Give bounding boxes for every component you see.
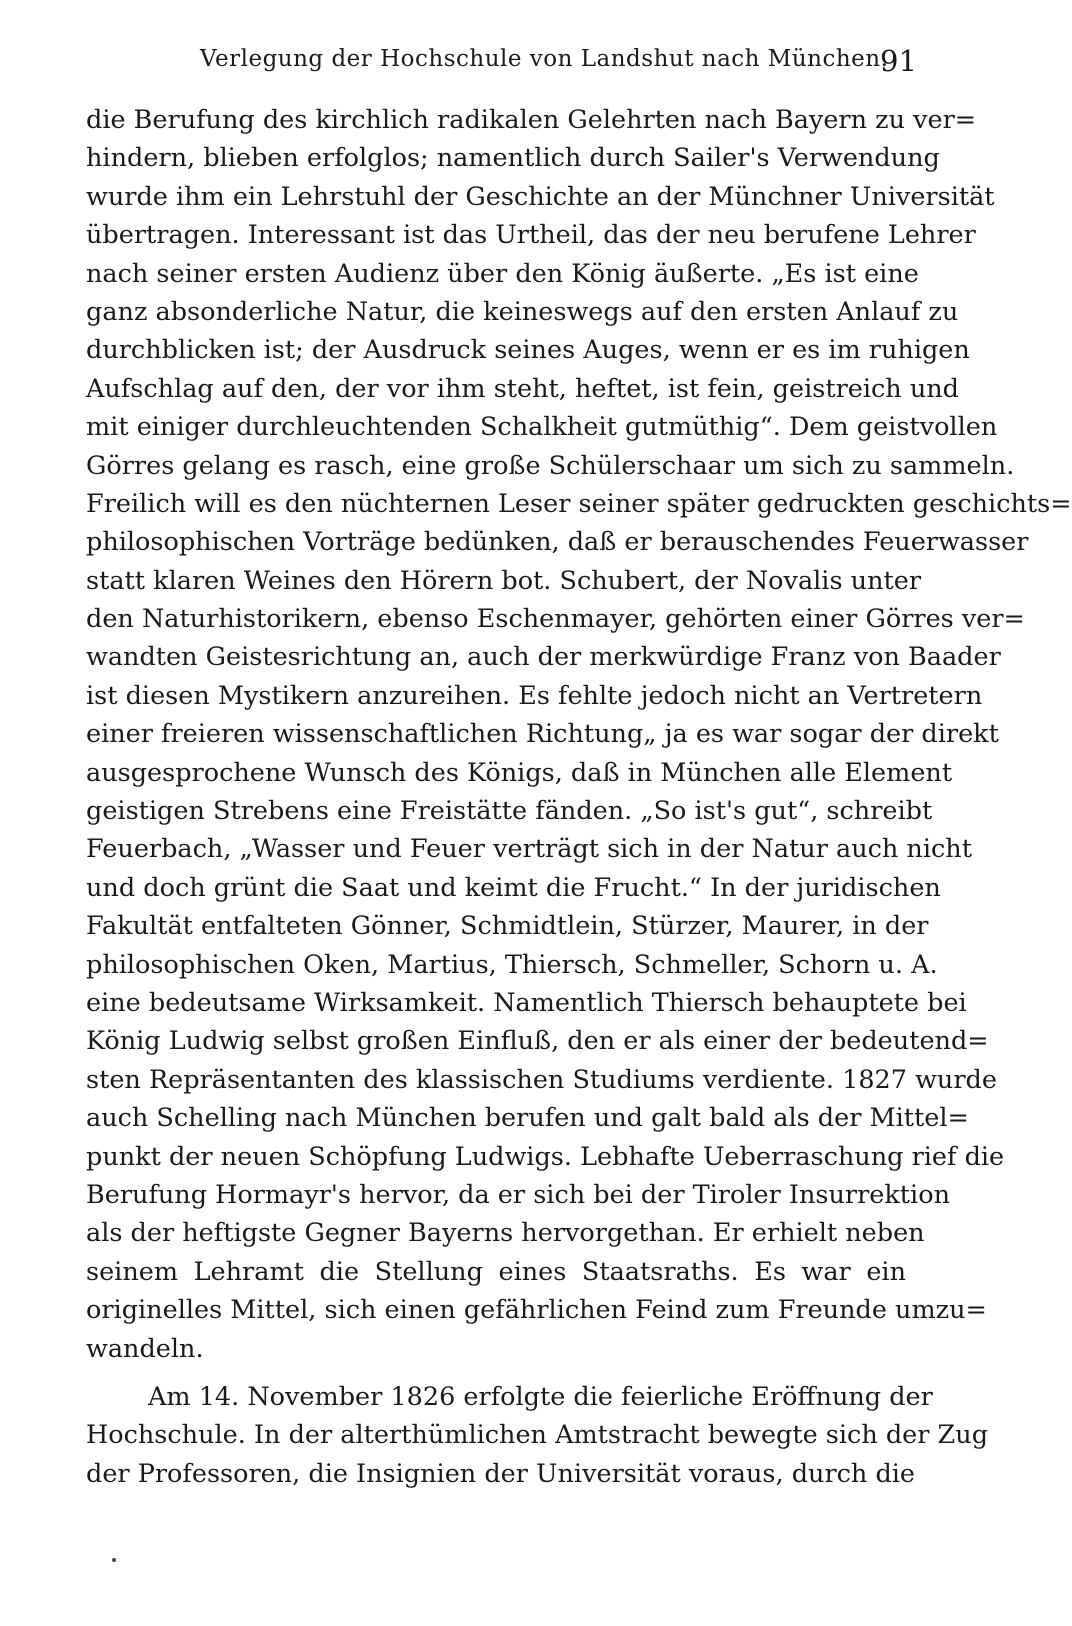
text-line: ist diesen Mystikern anzureihen. Es fehlte jedoch nicht an Vertretern xyxy=(86,680,983,711)
text-line: Görres gelang es rasch, eine große Schülerschaar um sich zu sammeln. xyxy=(86,450,1015,481)
text-line: nach seiner ersten Audienz über den König äußerte. „Es ist eine xyxy=(86,258,919,289)
page-number: 91 xyxy=(880,44,917,78)
paragraph-gap xyxy=(86,1368,906,1378)
text-line: Aufschlag auf den, der vor ihm steht, heftet, ist fein, geistreich und xyxy=(86,373,959,404)
text-line: und doch grünt die Saat und keimt die Frucht.“ In der juridischen xyxy=(86,872,941,903)
text-line: geistigen Strebens eine Freistätte fänden. „So ist's gut“, schreibt xyxy=(86,796,933,827)
text-line: Berufung Hormayr's hervor, da er sich bei der Tiroler Insurrektion xyxy=(86,1179,950,1210)
text-line: Fakultät entfalteten Gönner, Schmidtlein, Stürzer, Maurer, in der xyxy=(86,911,929,942)
text-line: wurde ihm ein Lehrstuhl der Geschichte an der Münchner Universität xyxy=(86,181,995,212)
text-line: einer freieren wissenschaftlichen Richtung„ ja es war sogar der direkt xyxy=(86,719,999,750)
text-line: übertragen. Interessant ist das Urtheil, das der neu berufene Lehrer xyxy=(86,220,976,251)
text-line: Hochschule. In der alterthümlichen Amtstracht bewegte sich der Zug xyxy=(86,1420,989,1451)
text-line: Freilich will es den nüchternen Leser seiner später gedruckten geschichts= xyxy=(86,488,1072,519)
text-line: sten Repräsentanten des klassischen Studiums verdiente. 1827 wurde xyxy=(86,1064,997,1095)
paragraph xyxy=(86,1378,989,1493)
text-line: wandeln. xyxy=(86,1333,204,1364)
text-line: originelles Mittel, sich einen gefährlichen Feind zum Freunde umzu= xyxy=(86,1295,987,1326)
running-title: Verlegung der Hochschule von Landshut nach München. xyxy=(200,46,889,72)
text-line: durchblicken ist; der Ausdruck seines Auges, wenn er es im ruhigen xyxy=(86,335,970,366)
text-line: wandten Geistesrichtung an, auch der merkwürdige Franz von Baader xyxy=(86,642,1001,673)
text-line: ganz absonderliche Natur, die keineswegs auf den ersten Anlauf zu xyxy=(86,296,959,327)
text-line: auch Schelling nach München berufen und galt bald als der Mittel= xyxy=(86,1103,969,1134)
text-line: philosophischen Oken, Martius, Thiersch, Schmeller, Schorn u. A. xyxy=(86,949,938,980)
text-line: seinem Lehramt die Stellung eines Staatsraths. Es war ein xyxy=(86,1256,906,1287)
text-line: ausgesprochene Wunsch des Königs, daß in München alle Element xyxy=(86,757,953,788)
text-line: König Ludwig selbst großen Einfluß, den er als einer der bedeutend= xyxy=(86,1026,989,1057)
text-line: die Berufung des kirchlich radikalen Gelehrten nach Bayern zu ver= xyxy=(86,105,977,135)
text-line: den Naturhistorikern, ebenso Eschenmayer, gehörten einer Görres ver= xyxy=(86,604,1025,635)
print-speck xyxy=(112,1558,116,1562)
text-line: statt klaren Weines den Hörern bot. Schubert, der Novalis unter xyxy=(86,565,922,596)
text-line: der Professoren, die Insignien der Universität voraus, durch die xyxy=(86,1458,916,1489)
body-text xyxy=(86,101,1072,1493)
text-line: Am 14. November 1826 erfolgte die feierliche Eröffnung der xyxy=(148,1381,933,1412)
text-line: punkt der neuen Schöpfung Ludwigs. Lebhafte Ueberraschung rief die xyxy=(86,1141,1005,1172)
text-line: Feuerbach, „Wasser und Feuer verträgt sich in der Natur auch nicht xyxy=(86,834,972,865)
text-line: als der heftigste Gegner Bayerns hervorgethan. Er erhielt neben xyxy=(86,1218,925,1249)
paragraph xyxy=(86,101,1072,1368)
text-line: eine bedeutsame Wirksamkeit. Namentlich Thiersch behauptete bei xyxy=(86,987,967,1018)
text-line: mit einiger durchleuchtenden Schalkheit gutmüthig“. Dem geistvollen xyxy=(86,412,998,443)
text-line: philosophischen Vorträge bedünken, daß er berauschendes Feuerwasser xyxy=(86,527,1029,558)
text-line: hindern, blieben erfolglos; namentlich durch Sailer's Verwendung xyxy=(86,143,940,174)
